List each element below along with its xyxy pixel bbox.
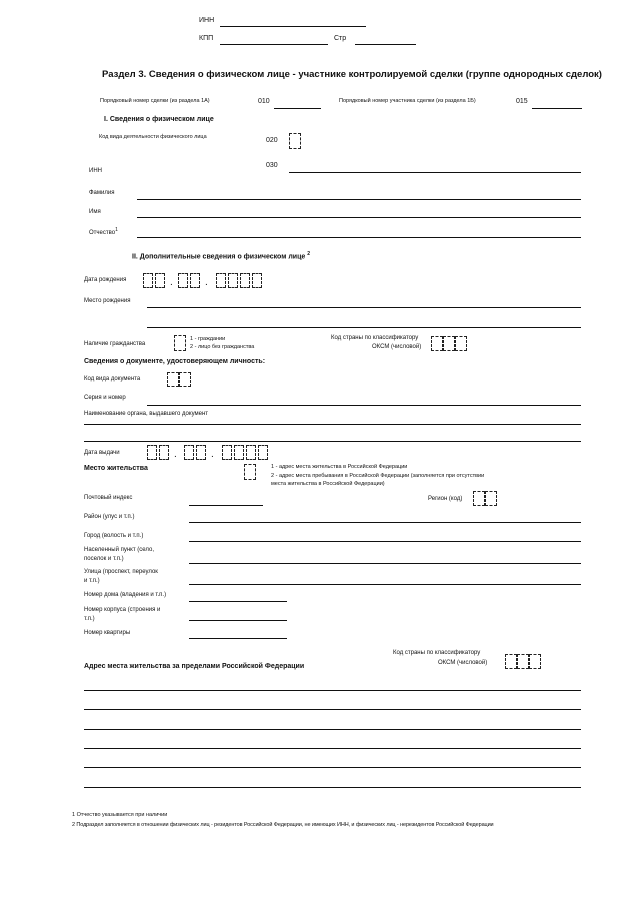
- building-label-2: т.п.): [84, 616, 95, 622]
- activity-code-number: 020: [266, 137, 278, 144]
- header-page-field[interactable]: [355, 44, 416, 45]
- flat-field[interactable]: [189, 638, 287, 639]
- issuer-field-1[interactable]: [84, 424, 581, 425]
- inn-code-number: 030: [266, 162, 278, 169]
- header-kpp-field[interactable]: [220, 44, 328, 45]
- country-code-label-1: Код страны по классификатору: [331, 335, 419, 341]
- postal-label: Почтовый индекс: [84, 495, 133, 501]
- citizenship-option-1: 1 - граждании: [190, 336, 226, 342]
- header-kpp-label: КПП: [199, 35, 214, 42]
- residence-option-2-line1: 2 - адрес места пребывания в Российской Федерации (заполняется при отсутствии: [271, 473, 485, 479]
- city-field[interactable]: [189, 541, 581, 542]
- residence-type-box[interactable]: [244, 464, 256, 480]
- city-label: Город (волость и т.п.): [84, 533, 144, 539]
- flat-label: Номер квартиры: [84, 630, 131, 636]
- district-label: Район (улус и т.п.): [84, 514, 135, 520]
- foreign-address-line-2[interactable]: [84, 709, 581, 710]
- patronymic-field[interactable]: [137, 237, 581, 238]
- deal-number-field[interactable]: [274, 108, 321, 109]
- residence-option-2-line2: места жительства в Российской Федерации): [271, 481, 385, 487]
- foreign-address-line-6[interactable]: [84, 787, 581, 788]
- activity-code-label: Код вида деятельности физического лица: [99, 134, 207, 140]
- residence-title: Место жительства: [84, 465, 148, 472]
- issuer-label: Наименование органа, выдавшего документ: [84, 411, 209, 417]
- birth-date-label: Дата рождения: [84, 277, 127, 283]
- foreign-country-code-label-1: Код страны по классификатору: [393, 650, 481, 656]
- doc-type-label: Код вида документа: [84, 376, 141, 382]
- house-label: Номер дома (владения и т.п.): [84, 592, 167, 598]
- issuer-field-2[interactable]: [84, 441, 581, 442]
- participant-number-code: 015: [516, 98, 528, 105]
- part2-title: II. Дополнительные сведения о физическом лице $^2$: [132, 251, 311, 261]
- settlement-field[interactable]: [189, 563, 581, 564]
- name-field[interactable]: [137, 217, 581, 218]
- foreign-address-title: Адрес места жительства за пределами Российской Федерации: [84, 663, 305, 670]
- country-code-label-2: ОКСМ (числовой): [372, 344, 422, 350]
- citizenship-label: Наличие гражданства: [84, 341, 146, 347]
- footnote-1: 1 Отчество указывается при наличии: [72, 812, 168, 818]
- birth-place-label: Место рождения: [84, 298, 131, 304]
- postal-field[interactable]: [189, 505, 263, 506]
- house-field[interactable]: [189, 601, 287, 602]
- issue-date-label: Дата выдачи: [84, 450, 120, 456]
- section-title: Раздел 3. Сведения о физическом лице - участнике контролируемой сделки (группе однородных сделок): [102, 69, 602, 80]
- series-field[interactable]: [147, 405, 581, 406]
- part1-title: I. Сведения о физическом лице: [104, 116, 214, 123]
- series-label: Серия и номер: [84, 395, 126, 401]
- building-field[interactable]: [189, 620, 287, 621]
- foreign-address-line-5[interactable]: [84, 767, 581, 768]
- participant-number-label: Порядковый номер участника сделки (из раздела 1Б): [339, 98, 476, 104]
- birth-place-field-1[interactable]: [147, 307, 581, 308]
- street-field[interactable]: [189, 584, 581, 585]
- surname-label: Фамилия: [89, 190, 115, 196]
- settlement-label-1: Населенный пункт (село,: [84, 547, 154, 553]
- patronymic-label: Отчество$^1$: [89, 227, 118, 236]
- street-label-1: Улица (проспект, переулок: [84, 569, 158, 575]
- birth-place-field-2[interactable]: [147, 327, 581, 328]
- citizenship-option-2: 2 - лицо без гражданства: [190, 344, 255, 350]
- deal-number-label: Порядковый номер сделки (из раздела 1А): [100, 98, 210, 104]
- deal-number-code: 010: [258, 98, 270, 105]
- building-label-1: Номер корпуса (строения и: [84, 607, 161, 613]
- header-inn-field[interactable]: [220, 26, 366, 27]
- document-title: Сведения о документе, удостоверяющем личность:: [84, 358, 266, 365]
- header-page-label: Стр: [334, 35, 347, 42]
- district-field[interactable]: [189, 522, 581, 523]
- inn-label: ИНН: [89, 168, 102, 174]
- name-label: Имя: [89, 209, 101, 215]
- residence-option-1: 1 - адрес места жительства в Российской Федерации: [271, 464, 408, 470]
- participant-number-field[interactable]: [532, 108, 582, 109]
- activity-code-box[interactable]: [289, 133, 301, 149]
- surname-field[interactable]: [137, 199, 581, 200]
- region-label: Регион (код): [428, 496, 463, 502]
- street-label-2: и т.п.): [84, 578, 100, 584]
- header-inn-label: ИНН: [199, 17, 215, 24]
- foreign-address-line-1[interactable]: [84, 690, 581, 691]
- foreign-address-line-3[interactable]: [84, 729, 581, 730]
- settlement-label-2: поселок и т.п.): [84, 556, 124, 562]
- inn-field[interactable]: [289, 172, 581, 173]
- citizenship-box[interactable]: [174, 335, 186, 351]
- foreign-country-code-label-2: ОКСМ (числовой): [438, 660, 488, 666]
- footnote-2: 2 Подраздел заполняется в отношении физических лиц - резидентов Российской Федерации, не имеющих ИНН, и физических лиц - нерезидентов Российской Федерации: [72, 822, 494, 828]
- foreign-address-line-4[interactable]: [84, 748, 581, 749]
